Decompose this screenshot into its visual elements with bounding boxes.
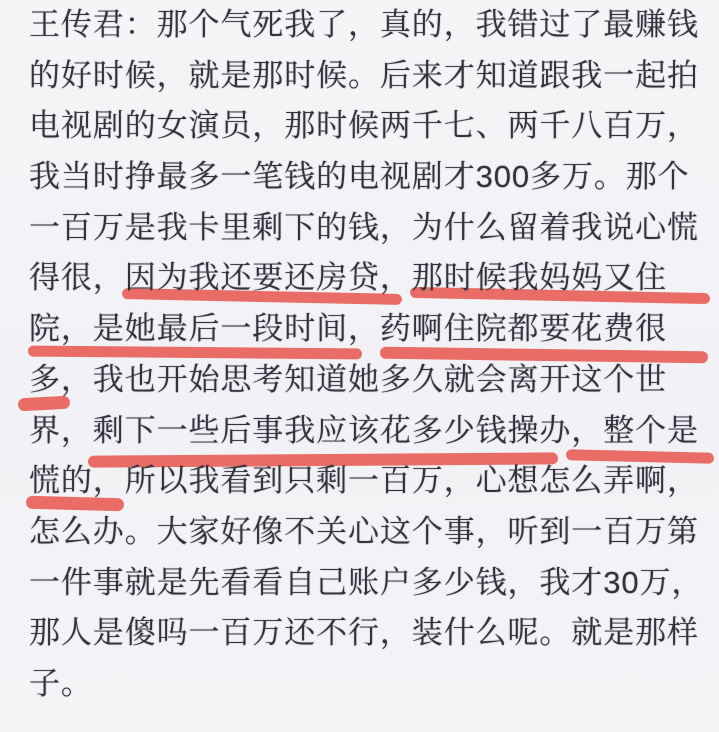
transcript-line: 一百万是我卡里剩下的钱，为什么留着我说心慌 bbox=[29, 209, 699, 245]
transcript-line: 子。 bbox=[29, 665, 93, 701]
transcript-line: 的好时候，就是那时候。后来才知道跟我一起拍 bbox=[29, 57, 699, 93]
transcript-line: 一件事就是先看看自己账户多少钱，我才30万， bbox=[29, 564, 704, 600]
transcript-line: 那人是傻吗一百万还不行，装什么呢。就是那样 bbox=[29, 615, 699, 651]
transcript-line: 界，剩下一些后事我应该花多少钱操办，整个是 bbox=[29, 412, 699, 448]
transcript-line: 我当时挣最多一笔钱的电视剧才300多万。那个 bbox=[29, 159, 690, 195]
transcript-line: 得很，因为我还要还房贷，那时候我妈妈又住 bbox=[29, 260, 667, 296]
transcript-text bbox=[29, 0, 709, 710]
transcript-line: 电视剧的女演员，那时候两千七、两千八百万， bbox=[29, 108, 699, 144]
transcript-line: 多，我也开始思考知道她多久就会离开这个世 bbox=[29, 361, 667, 397]
transcript-line: 王传君：那个气死我了，真的，我错过了最赚钱 bbox=[29, 7, 699, 42]
transcript-line: 慌的，所以我看到只剩一百万，心想怎么弄啊， bbox=[29, 463, 699, 499]
transcript-line: 院，是她最后一段时间，药啊住院都要花费很 bbox=[29, 311, 667, 347]
transcript-line: 怎么办。大家好像不关心这个事，听到一百万第 bbox=[29, 513, 699, 549]
